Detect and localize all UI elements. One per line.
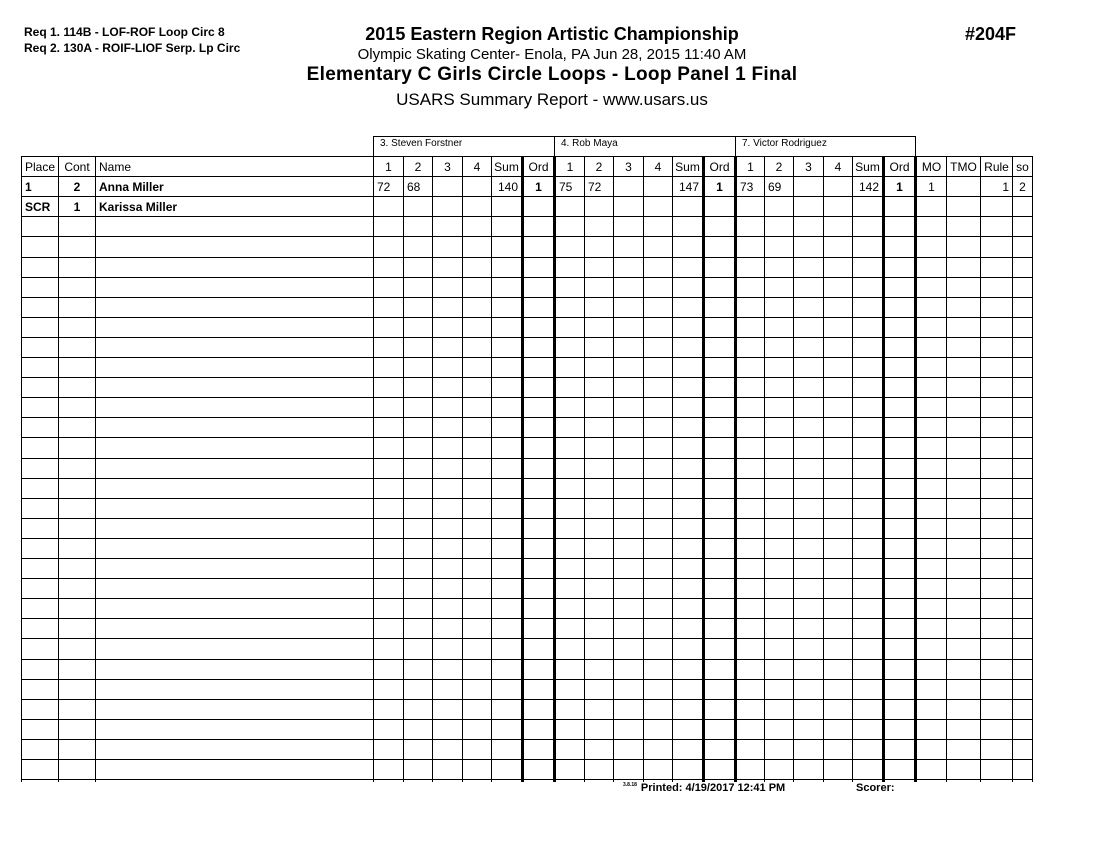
- sum-cell: 140: [497, 180, 518, 194]
- ordinal-cell: 1: [716, 180, 723, 194]
- score-4-cell: [824, 176, 852, 196]
- championship-title: 2015 Eastern Region Artistic Championship: [365, 24, 739, 44]
- score-4-cell: [463, 196, 491, 216]
- row-rule: [21, 317, 1033, 318]
- skater-name-cell: Karissa Miller: [99, 200, 178, 214]
- row-rule: [21, 297, 1033, 298]
- judge-header-1: 3. Steven Forstner: [373, 136, 555, 156]
- place-cell: 1: [25, 180, 32, 194]
- column-rule: [734, 156, 737, 782]
- row-rule: [21, 277, 1033, 278]
- sum-cell: 147: [678, 180, 699, 194]
- results-table: [21, 156, 1033, 782]
- score-1-cell: [737, 196, 764, 216]
- ordinal-cell: [524, 196, 553, 216]
- contestant-number-cell: 2: [73, 180, 81, 194]
- event-title: Elementary C Girls Circle Loops - Loop Panel 1 Final: [306, 64, 798, 85]
- row-rule: [21, 437, 1033, 438]
- column-rule: [462, 156, 463, 782]
- column-rule: [553, 156, 556, 782]
- column-header-j1: 1: [566, 160, 574, 174]
- column-header-j4: 4: [834, 160, 842, 174]
- requirement-1: Req 1. 114B - LOF-ROF Loop Circ 8: [24, 25, 225, 39]
- column-rule: [58, 156, 59, 782]
- scorer-label: Scorer:: [856, 782, 895, 794]
- row-rule: [21, 337, 1033, 338]
- column-header-j4: 4: [654, 160, 662, 174]
- row-rule: [21, 216, 1033, 217]
- column-rule: [672, 156, 673, 782]
- ordinal-cell: 1: [535, 180, 542, 194]
- column-header-rule: Rule: [984, 160, 1009, 174]
- column-rule: [613, 156, 614, 782]
- row-rule: [21, 618, 1033, 619]
- column-header-j2: 2: [775, 160, 783, 174]
- judge-header-2: 4. Rob Maya: [554, 136, 736, 156]
- column-rule: [980, 156, 981, 782]
- row-rule: [21, 638, 1033, 639]
- score-2-cell: [765, 196, 793, 216]
- row-rule: [21, 719, 1033, 720]
- score-4-cell: [824, 196, 852, 216]
- score-1-cell: [374, 196, 403, 216]
- so-cell: [1013, 196, 1032, 216]
- score-2-cell: [404, 196, 432, 216]
- version-label: 3.8.18: [623, 782, 637, 789]
- column-rule: [823, 156, 824, 782]
- column-rule: [1012, 156, 1013, 782]
- requirement-2: Req 2. 130A - ROIF-LIOF Serp. Lp Circ: [24, 41, 241, 55]
- column-header-sum: Sum: [675, 160, 700, 174]
- column-header-ord: Ord: [528, 160, 549, 174]
- score-3-cell: [433, 196, 462, 216]
- row-rule: [21, 558, 1033, 559]
- row-rule: [21, 659, 1033, 660]
- column-header-cont: Cont: [64, 160, 90, 174]
- column-rule: [432, 156, 433, 782]
- score-3-cell: [794, 176, 823, 196]
- printed-timestamp: Printed: 4/19/2017 12:41 PM: [640, 782, 786, 794]
- column-rule: [21, 156, 22, 782]
- row-rule: [21, 357, 1033, 358]
- row-rule: [21, 578, 1033, 579]
- score-3-cell: [614, 176, 643, 196]
- score-3-cell: [794, 196, 823, 216]
- column-rule: [403, 156, 404, 782]
- score-4-cell: [463, 176, 491, 196]
- row-rule: [21, 458, 1033, 459]
- row-rule: [21, 538, 1033, 539]
- row-rule: [21, 377, 1033, 378]
- ordinal-cell: [885, 196, 914, 216]
- sum-cell: [673, 196, 702, 216]
- sum-cell: 142: [858, 180, 879, 194]
- rule-cell: [981, 196, 1012, 216]
- print-footer: [623, 782, 785, 794]
- place-cell: SCR: [25, 200, 51, 214]
- column-rule: [373, 156, 374, 782]
- mo-cell: [917, 196, 946, 216]
- ordinal-cell: [705, 196, 734, 216]
- row-rule: [21, 257, 1033, 258]
- score-1-cell: 75: [559, 180, 573, 194]
- column-header-j3: 3: [625, 160, 632, 174]
- row-rule: [21, 779, 1033, 780]
- so-cell: 2: [1019, 180, 1026, 194]
- judge-header-3: 7. Victor Rodriguez: [735, 136, 916, 156]
- column-rule: [764, 156, 765, 782]
- column-header-j3: 3: [805, 160, 812, 174]
- sum-cell: [853, 196, 882, 216]
- row-rule: [21, 397, 1033, 398]
- row-rule: [21, 478, 1033, 479]
- score-1-cell: 73: [740, 180, 754, 194]
- score-2-cell: 72: [588, 180, 602, 194]
- column-rule: [521, 156, 524, 782]
- column-header-so: so: [1016, 160, 1029, 174]
- column-rule: [95, 156, 96, 782]
- column-header-j4: 4: [473, 160, 481, 174]
- row-rule: [21, 598, 1033, 599]
- column-header-name: Name: [99, 160, 132, 174]
- column-rule: [702, 156, 705, 782]
- tmo-cell: [947, 196, 980, 216]
- column-header-ord: Ord: [889, 160, 910, 174]
- report-subtitle: USARS Summary Report - www.usars.us: [396, 90, 708, 109]
- column-rule: [584, 156, 585, 782]
- score-1-cell: [556, 196, 584, 216]
- column-rule: [491, 156, 492, 782]
- column-rule: [946, 156, 947, 782]
- column-header-j3: 3: [444, 160, 451, 174]
- ordinal-cell: 1: [896, 180, 903, 194]
- column-header-place: Place: [25, 160, 56, 174]
- column-header-j1: 1: [747, 160, 754, 174]
- tmo-cell: [947, 176, 980, 196]
- column-header-j2: 2: [414, 160, 422, 174]
- mo-cell: 1: [928, 180, 935, 194]
- column-rule: [882, 156, 885, 782]
- row-rule: [21, 417, 1033, 418]
- sum-cell: [492, 196, 521, 216]
- score-2-cell: [585, 196, 613, 216]
- rule-cell: 1: [1002, 180, 1009, 194]
- score-2-cell: 69: [768, 180, 782, 194]
- row-rule: [21, 739, 1033, 740]
- column-rule: [793, 156, 794, 782]
- contestant-number-cell: 1: [73, 200, 81, 214]
- column-header-tmo: TMO: [950, 160, 977, 174]
- score-4-cell: [644, 176, 672, 196]
- event-number: #204F: [965, 24, 1017, 44]
- row-rule: [21, 236, 1033, 237]
- column-header-sum: Sum: [494, 160, 519, 174]
- score-3-cell: [614, 196, 643, 216]
- row-rule: [21, 498, 1033, 499]
- score-1-cell: 72: [377, 180, 391, 194]
- column-rule: [914, 156, 917, 782]
- row-rule: [21, 759, 1033, 760]
- column-rule: [852, 156, 853, 782]
- row-rule: [21, 699, 1033, 700]
- score-3-cell: [433, 176, 462, 196]
- column-header-j2: 2: [595, 160, 603, 174]
- column-header-ord: Ord: [709, 160, 730, 174]
- column-header-mo: MO: [921, 160, 942, 174]
- row-rule: [21, 518, 1033, 519]
- column-rule: [1032, 156, 1033, 782]
- score-2-cell: 68: [407, 180, 421, 194]
- venue-datetime: Olympic Skating Center- Enola, PA Jun 28, 2015 11:40 AM: [357, 46, 747, 63]
- score-4-cell: [644, 196, 672, 216]
- column-rule: [643, 156, 644, 782]
- row-rule: [21, 679, 1033, 680]
- column-header-sum: Sum: [855, 160, 880, 174]
- skater-name-cell: Anna Miller: [99, 180, 164, 194]
- column-header-j1: 1: [385, 160, 392, 174]
